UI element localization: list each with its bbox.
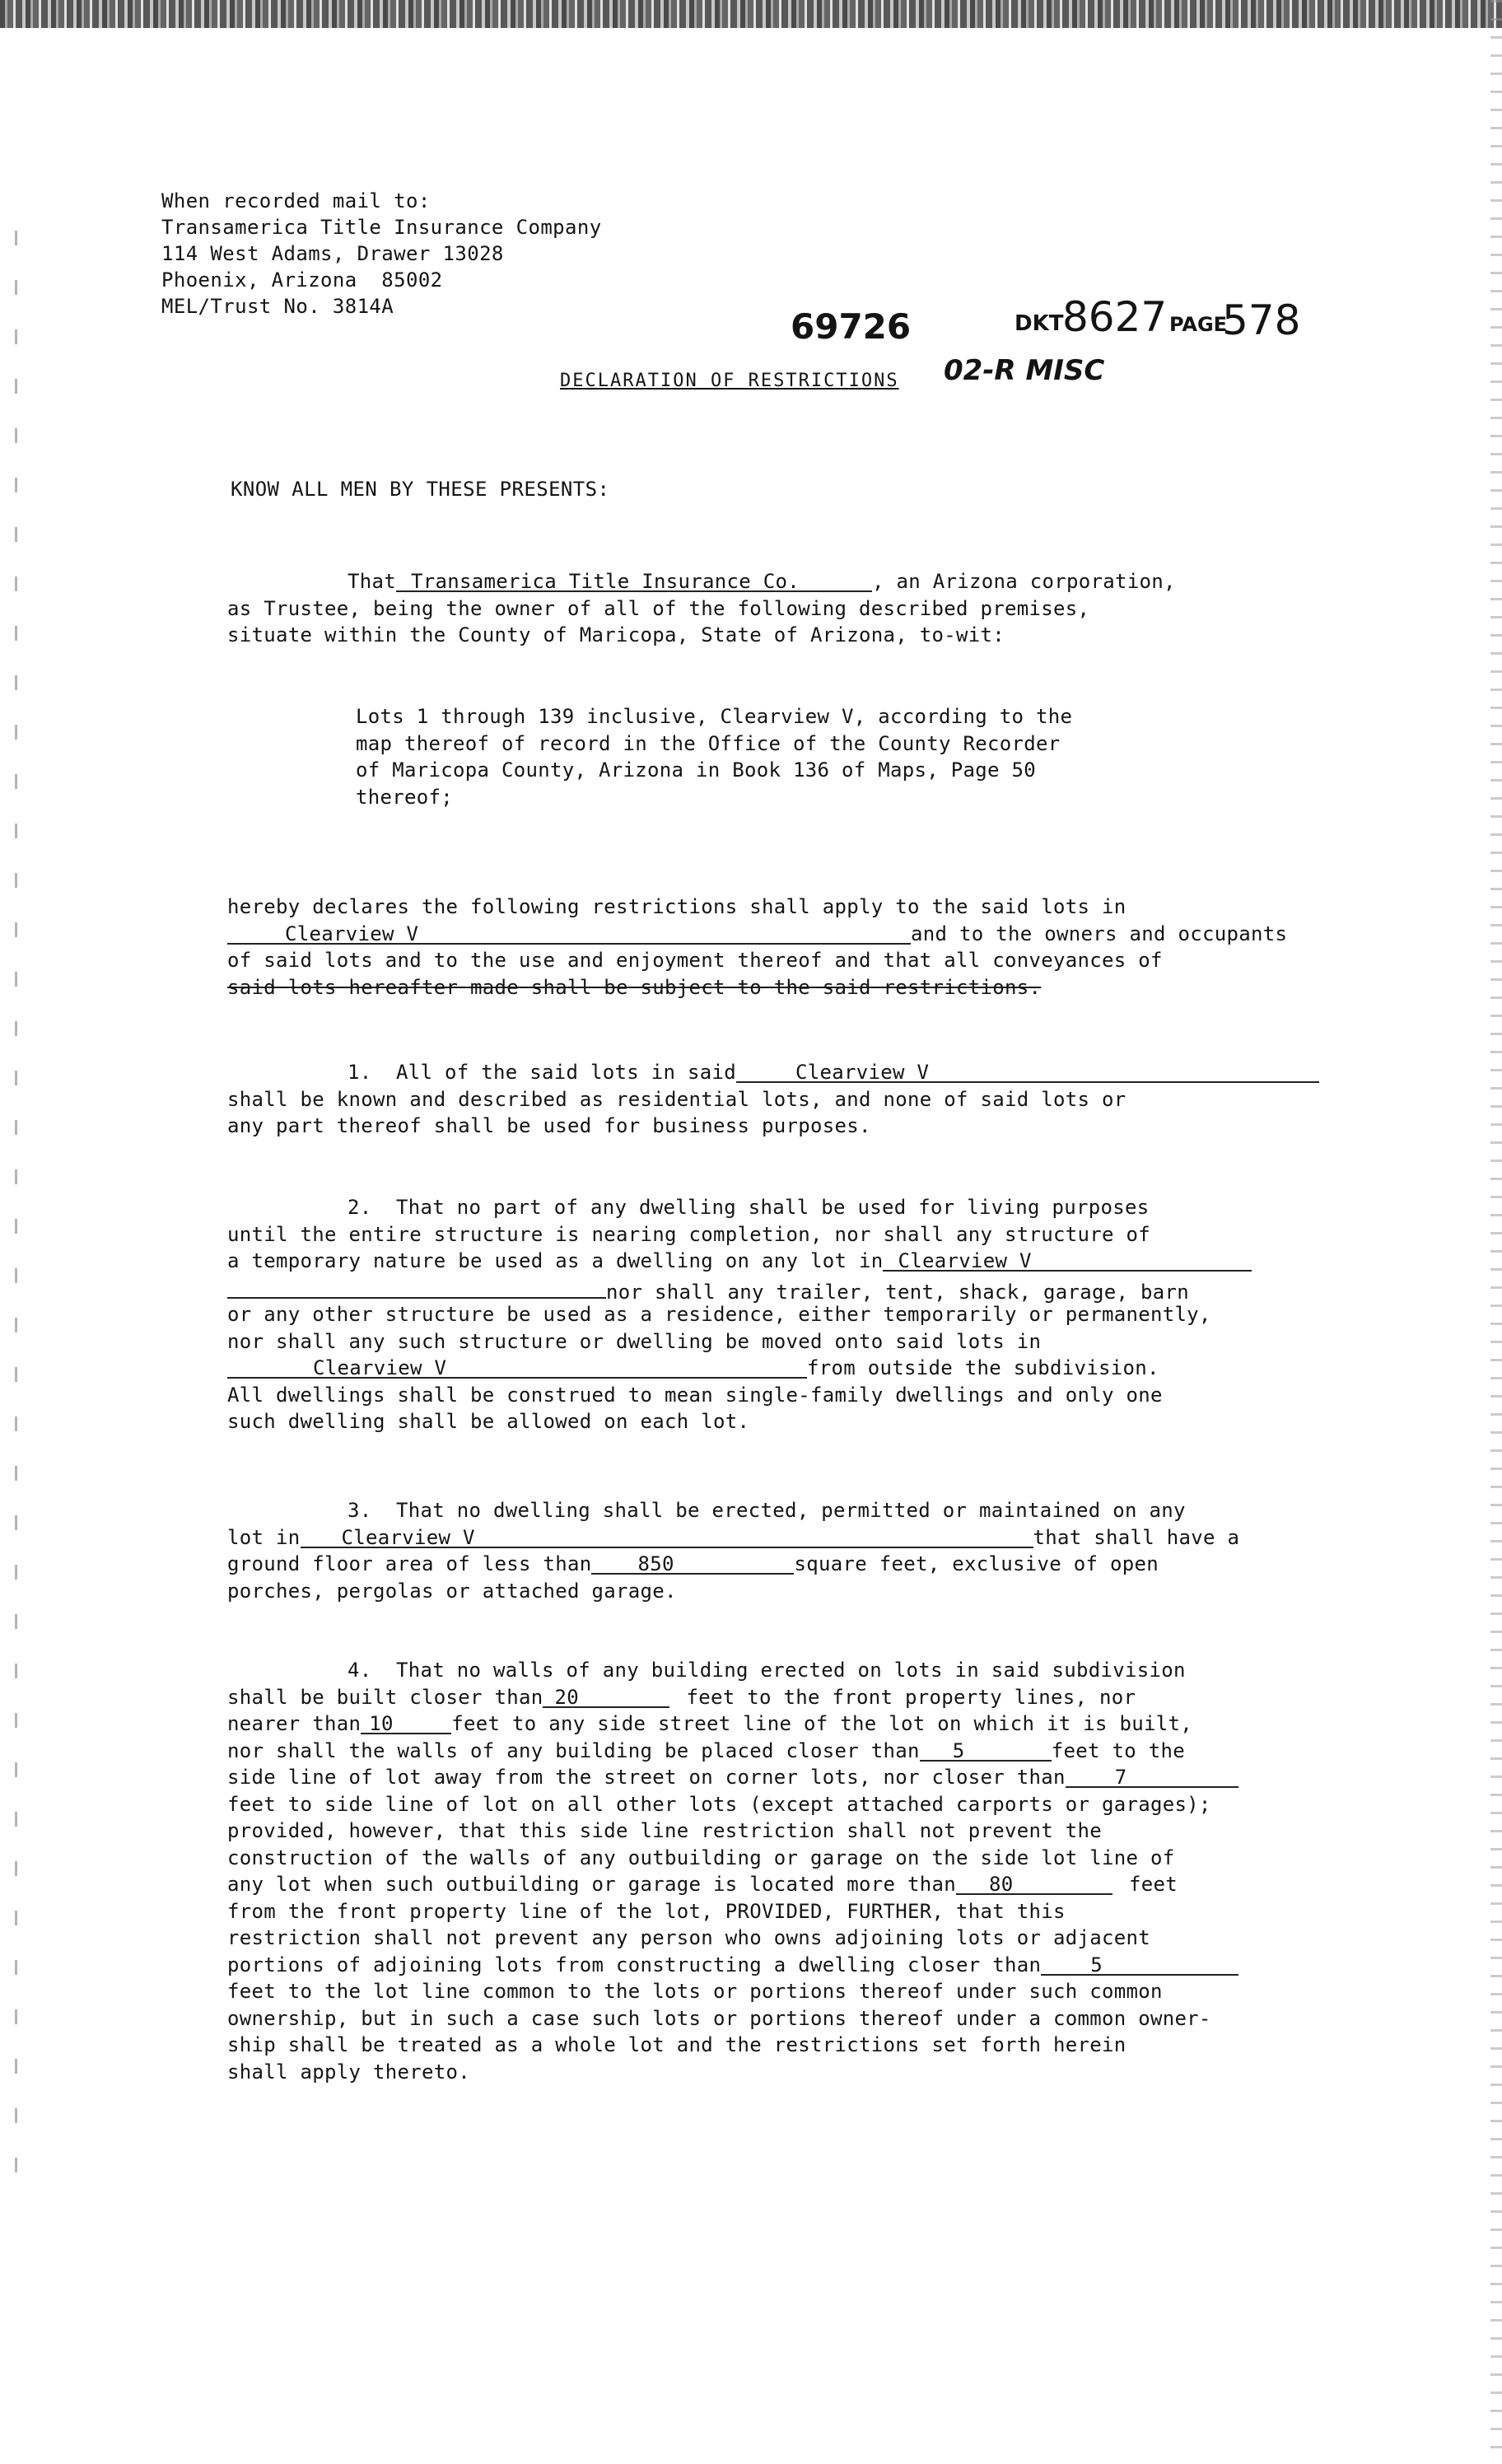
restriction-text: square feet, exclusive of open [794,1552,1159,1575]
restriction-text: any lot when such outbuilding or garage is located more than [227,1873,956,1896]
restriction-text: feet [1128,1873,1178,1896]
scan-edge-left [15,231,17,2207]
restriction-text: ownership, but in such a case such lots or portions thereof under a common owner- [227,2006,1211,2030]
docket-label: DKT [1015,311,1064,336]
outbuilding-distance-field: 80 [956,1871,1113,1895]
restriction-2 [227,1194,1252,1435]
restriction-text: until the entire structure is nearing completion, nor shall any structure of [227,1222,1150,1246]
side-lot-setback-field: 5 [920,1738,1052,1762]
page-label: PAGE [1169,313,1228,336]
area-field: 850 [591,1551,794,1575]
restriction-1 [227,1059,1319,1140]
restriction-text: porches, pergolas or attached garage. [227,1579,677,1603]
page-number: 578 [1222,296,1301,344]
restriction-text: shall apply thereto. [227,2060,470,2084]
restriction-text: provided, however, that this side line restriction shall not prevent the [227,1819,1102,1842]
restriction-text: nor shall any such structure or dwelling be moved onto said lots in [227,1329,1042,1353]
front-setback-field: 20 [543,1684,669,1708]
restriction-text: side line of lot away from the street on corner lots, nor closer than [227,1766,1066,1789]
mail-to-line: MEL/Trust No. 3814A [161,295,394,318]
restriction-text: 4. That no walls of any building erected on lots in said subdivision [348,1659,1186,1682]
restriction-text: portions of adjoining lots from constructing a dwelling closer than [227,1953,1042,1976]
opening-line: KNOW ALL MEN BY THESE PRESENTS: [231,478,610,501]
declaration-text: of said lots and to the use and enjoyment thereof and that all conveyances of [227,949,1163,972]
subdivision-field: Clearview V [301,1524,1033,1548]
intro-text: That [348,570,396,593]
restriction-text: nor shall the walls of any building be placed closer than [227,1738,920,1762]
restriction-text: 1. All of the said lots in said [348,1061,736,1084]
restriction-text: All dwellings shall be construed to mean single-family dwellings and only one [227,1383,1163,1407]
restriction-text: from outside the subdivision. [807,1356,1159,1379]
restriction-text: shall be known and described as residential lots, and none of said lots or [227,1087,1126,1111]
intro-text: as Trustee, being the owner of all of the following described premises, [227,596,1090,620]
subdivision-field: Clearview V [883,1248,1252,1272]
restriction-text: feet to the front property lines, nor [686,1685,1136,1709]
mail-to-line: Phoenix, Arizona 85002 [161,268,443,292]
restriction-text: lot in [227,1525,301,1549]
restriction-4 [227,1657,1238,2085]
declaration-text: hereby declares the following restrictions shall apply to the said lots in [227,895,1126,918]
adjoining-setback-field: 5 [1041,1952,1238,1976]
restriction-text: a temporary nature be used as a dwelling on any lot in [227,1249,884,1272]
legal-text: of Maricopa County, Arizona in Book 136 of Maps, Page 50 [356,758,1036,782]
intro-text: , an Arizona corporation, [872,570,1176,593]
restriction-text: from the front property line of the lot, PROVIDED, FURTHER, that this [227,1899,1066,1923]
restriction-text: that shall have a [1033,1525,1240,1549]
legal-text: map thereof of record in the Office of the County Recorder [356,731,1061,755]
restriction-text: feet to side line of lot on all other lots (except attached carports or garages); [227,1792,1211,1816]
mail-to-line: Transamerica Title Insurance Company [161,216,602,239]
scan-noise-top [0,0,1502,28]
other-lot-setback-field: 7 [1066,1764,1238,1788]
restriction-text: any part thereof shall be used for business purposes. [227,1114,871,1137]
legal-text: thereof; [356,785,453,809]
restriction-text: nearer than [227,1712,362,1735]
recording-number: 69726 [791,306,912,347]
restriction-text: ground floor area of less than [227,1552,592,1575]
declaration-text: and to the owners and occupants [911,922,1288,945]
subdivision-field: Clearview V [736,1059,1319,1083]
declaration-text: said lots hereafter made shall be subject to the said restrictions. [227,975,1042,999]
mail-to-line: When recorded mail to: [161,189,431,212]
restriction-3 [227,1497,1239,1604]
document-title: DECLARATION OF RESTRICTIONS [560,371,899,391]
docket-number: 8627 [1062,293,1168,341]
intro-text: situate within the County of Maricopa, State of Arizona, to-wit: [227,623,1005,646]
declaration-paragraph [227,894,1287,1001]
blank-line [227,1275,606,1299]
subdivision-field: Clearview V [227,1355,807,1379]
intro-paragraph [227,568,1176,649]
subdivision-field: Clearview V [227,921,911,945]
restriction-text: 2. That no part of any dwelling shall be used for living purposes [348,1196,1150,1219]
restriction-text: feet to any side street line of the lot on which it is built, [451,1712,1192,1735]
restriction-text: restriction shall not prevent any person who owns adjoining lots or adjacent [227,1926,1150,1949]
restriction-text: feet to the lot line common to the lots or portions thereof under such common [227,1980,1163,2003]
legal-description [356,703,1072,810]
misc-stamp: 02-R MISC [944,354,1105,387]
restriction-text: construction of the walls of any outbuilding or garage on the side lot line of [227,1846,1175,1869]
restriction-text: feet to the [1051,1738,1185,1762]
restriction-text: nor shall any trailer, tent, shack, garage, barn [606,1280,1189,1304]
owner-field: Transamerica Title Insurance Co. [396,568,872,592]
side-street-setback-field: 10 [361,1710,451,1734]
restriction-text: ship shall be treated as a whole lot and the restrictions set forth herein [227,2033,1126,2056]
restriction-text: or any other structure be used as a residence, either temporarily or permanently, [227,1303,1211,1326]
mail-to-line: 114 West Adams, Drawer 13028 [161,242,504,265]
legal-text: Lots 1 through 139 inclusive, Clearview V, according to the [356,705,1073,728]
restriction-text: 3. That no dwelling shall be erected, permitted or maintained on any [348,1499,1186,1522]
scan-edge-right [1490,0,1502,2464]
restriction-text: such dwelling shall be allowed on each lot. [227,1410,750,1433]
restriction-text: shall be built closer than [227,1685,543,1709]
